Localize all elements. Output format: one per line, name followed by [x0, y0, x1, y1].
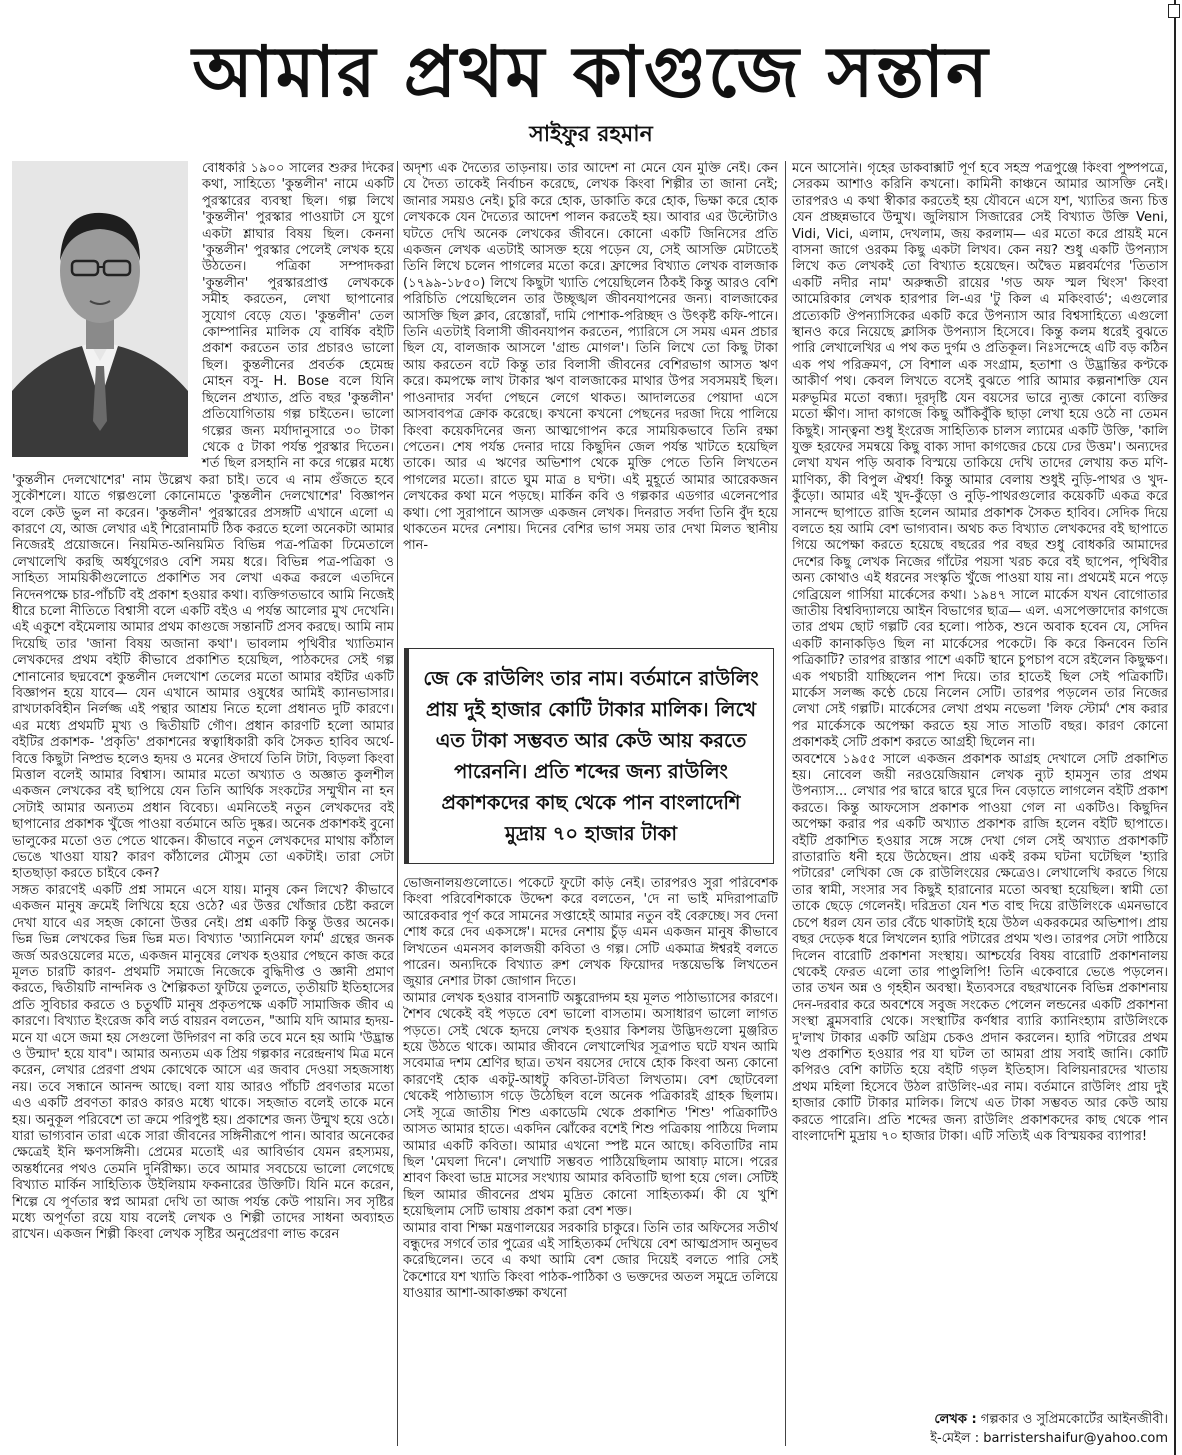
column-3 — [792, 161, 1168, 1411]
paragraph: মনে আসেনি। গৃহের ডাকবাক্সটি পূর্ণ হবে সহস্র পত্রপুঞ্জে কিংবা পুষ্পপত্রে, সেরকম আশাও করিনি কখনো। কামিনী কাঞ্চনে আমার আসক্তি নেই। তারপরও এ কথা স্বীকার করতেই হয় যৌবনে এসে যশ, খ্যাতির জন্য চিত্ত যেন প্রচ্ছন্নভাবে উন্মুখ। জুলিয়াস সিজারের সেই বিখ্যাত উক্তি Veni, Vidi, Vici, এলাম, দেখলাম, জয় করলাম— এর মতো করে প্রায়ই মনে বাসনা জাগে ওরকম কিছু একটা লিখব। কেন নয়? শুধু একটি উপন্যাস লিখে কত লেখকই তো বিখ্যাত হয়েছেন। অদ্বৈত মল্লবর্মণের 'তিতাস একটি নদীর নাম' অরুন্ধতী রায়ের 'গড অফ স্মল থিংস' কিংবা আমেরিকার লেখক হারপার লি-এর 'টু কিল এ মকিংবার্ড'; এগুলোর প্রত্যেকটি ঔপন্যাসিকের একটি করে উপন্যাস আর বিশ্বসাহিত্যে এগুলো স্থানও করে নিয়েছে ক্লাসিক উপন্যাস হিসেবে। কিন্তু কলম ধরেই বুঝতে পারি লেখালেখির এ পথ কত দুর্গম ও প্রতিকূল। নিঃসন্দেহে এটি বড় কঠিন এক পথ পরিক্রমণ, সে বিশাল এক সংগ্রাম, হতাশা ও উদ্ভ্রান্তির কণ্টকে আকীর্ণ পথ। কেবল লিখতে বসেই বুঝতে পারি আমার কল্পনাশক্তি যেন মরুভূমির মতো বন্ধ্যা। দূরদৃষ্টি যেন বয়সের ভারে ন্যুব্জ কোনো ব্যক্তির মতো ক্ষীণ। সাদা কাগজে কিছু আঁকিবুঁকি ছাড়া লেখা হয়ে ওঠে না তেমন কিছুই। সান্ত্বনা শুধু ইংরেজ সাহিত্যিক চালস ল্যামের একটি উক্তি, 'কালি যুক্ত হরফের সমন্বয়ে কিছু বাক্য সাদা কাগজের চেয়ে ঢের উত্তম'। অন্যদের লেখা যখন পড়ি অবাক বিস্ময়ে তাকিয়ে দেখি তাদের লেখায় কত মণি-মাণিক্য, কী বিপুল ঐশ্বর্য! কিন্তু আমার বেলায় শুধুই নুড়ি-পাথর ও খুদ-কুঁড়ো। আমার এই খুদ-কুঁড়ো ও নুড়ি-পাথরগুলোর কয়েকটি একত্র করে সানন্দে ছাপাতে রাজি হলেন আমার প্রকাশক সৈকত হাবিব। সেদিক দিয়ে বলতে হয় আমি বেশ ভাগ্যবান। অথচ কত বিখ্যাত লেখকদের বই ছাপাতে গিয়ে অপেক্ষা করতে হয়েছে বছরের পর বছর শুধু বোধকরি আমাদের দেশের কিছু লেখক নিজের গাঁটের পয়সা খরচ করে বই ছাপেন, পৃথিবীর অন্য কোথাও এই ধরনের সংস্কৃতি খুঁজে পাওয়া যায় না। প্রথমেই মনে পড়ে গেব্রিয়েল গার্সিয়া মার্কেসের কথা। ১৯৪৭ সালে মার্কেস যখন বোগোতার জাতীয় বিশ্ববিদ্যালয়ে আইন বিভাগের ছাত্র— এল. এসপেক্তাদোর কাগজে তার প্রথম ছোট গল্পটি বের হলো। পাঠক, শুনে অবাক হবেন যে, সেদিন একটি কানাকড়িও ছিল না মার্কেসের পকেটে। কি করে কিনবেন তিনি পত্রিকাটি? তারপর রাস্তার পাশে একটি স্থানে চুপচাপ বসে রইলেন কিছুক্ষণ। এক পথচারী যাচ্ছিলেন পাশ দিয়ে। তার হাতেই ছিল সেই পত্রিকাটি। মার্কেস সলজ্জ কণ্ঠে চেয়ে নিলেন সেটি। তারপর পড়লেন তার নিজের লেখা সেই গল্পটি। মার্কেসের লেখা প্রথম নভেলা 'লিফ স্টোর্ম' শেষ করার পর মার্কেসকে অপেক্ষা করতে হয় সাত সাতটি বছর। কারণ কোনো প্রকাশকই সেটি প্রকাশ করতে আগ্রহী ছিলেন না। — [792, 161, 1168, 751]
column-2-top — [403, 161, 778, 641]
pull-quote-text: জে কে রাউলিং তার নাম। বর্তমানে রাউলিং প্রায় দুই হাজার কোটি টাকার মালিক। লিখে এত টাকা সম্ভবত আর কেউ আয় করতে পারেননি। প্রতি শব্দের জন্য রাউলিং প্রকাশকদের কাছ থেকে পান বাংলাদেশি মুদ্রায় ৭০ হাজার টাকা — [423, 667, 759, 845]
paragraph: বোধকরি ১৯০০ সালের শুরুর দিকের কথা, সাহিত্যে 'কুন্তলীন' নামে একটি পুরস্কারের ব্যবস্থা ছিল। গল্প লিখে 'কুন্তলীন' পুরস্কার পাওয়াটা সে যুগে একটা শ্লাঘার বিষয় ছিল। কেননা 'কুন্তলীন' পুরস্কার পেলেই লেখক হয়ে উঠতেন। পত্রিকা সম্পাদকরা 'কুন্তলীন' পুরস্কারপ্রাপ্ত লেখককে সমীহ করতেন, লেখা ছাপানোর সুযোগ বেড়ে যেত। 'কুন্তলীন' তেল কোম্পানির মালিক যে বার্ষিক বইটি প্রকাশ করতেন তার প্রচারও ভালো ছিল। কুন্তলীনের প্রবর্তক হেমেন্দ্র মোহন বসু- H. Bose বলে যিনি ছিলেন প্রখ্যাত, প্রতি বছর 'কুন্তলীন' প্রতিযোগিতায় গল্প চাইতেন। ভালো গল্পের জন্য মর্যাদানুসারে ৩০ টাকা থেকে ৫ টাকা পর্যন্ত পুরস্কার দিতেন। শর্ত ছিল রসহানি না করে গল্পের মধ্যে 'কুন্তলীন দেলখোশের' নাম উল্লেখ করা চাই। তবে এ নাম গুঁজতে হবে সুকৌশলে। যাতে গল্পগুলো কোনোমতে 'কুন্তলীন দেলখোশের' বিজ্ঞাপন বলে কেউ ভুল না করেন। 'কুন্তলীন' পুরস্কারের প্রসঙ্গটি এখানে এলো এ কারণে যে, আজ লেখার এই শিরোনামটি ঠিক করতে হলো অনেকটা আমার নিজেরই প্রয়োজনে। নিয়মিত-অনিয়মিত বিভিন্ন পত্র-পত্রিকা ঢিমেতালে লেখালেখি করছি অর্ধযুগেরও বেশি সময় ধরে। বিভিন্ন পত্র-পত্রিকা ও সাহিত্য সাময়িকীগুলোতে প্রকাশিত সব লেখা একত্র করলে এতদিনে নিদেনপক্ষে চার-পাঁচটি বই প্রকাশ হওয়ার কথা। ব্যক্তিগতভাবে আমি নিজেই ধীরে চলো নীতিতে বিশ্বাসী বলে একটি বইও এ পর্যন্ত আলোর মুখ দেখেনি। এই একুশে বইমেলায় আমার প্রথম কাগুজে সন্তানটি প্রসব করছে। আমি নাম দিয়েছি তার 'জানা বিষয় অজানা কথা'। ভাবলাম পৃথিবীর খ্যাতিমান লেখকদের প্রথম বইটি কীভাবে প্রকাশিত হয়েছিল, পাঠকদের সেই গল্প শোনানোর ছদ্মবেশে কুন্তলীন দেলখোশ তেলের মতো আমার বইটির একটি বিজ্ঞাপন হয়ে যাবে— যেন এখানে আমার ওষুধের আমিই ক্যানভাসার। রাখঢাকবিহীন নির্লজ্জ এই পন্থার আশ্রয় নিতে হলো প্রধানত দুটি কারণে। এর মধ্যে প্রথমটি মুখ্য ও দ্বিতীয়টি গৌণ। প্রধান কারণটি হলো আমার বইটির প্রকাশক- 'প্রকৃতি' প্রকাশনের স্বত্বাধিকারী কবি সৈকত হাবিব অর্থে-বিত্তে কিছুটা নিষ্প্রভ হলেও হৃদয় ও মনের ঔদার্যে তিনি টাটা, বিড়লা কিংবা মিত্তাল বলেই আমার বিশ্বাস। আমার মতো অখ্যাত ও অজ্ঞাত কুলশীল একজন লেখকের বই ছাপিয়ে যেন তিনি আর্থিক সংকটের সম্মুখীন না হন সেটাই আমার অন্যতম প্রধান বিবেচ্য। এমনিতেই নতুন লেখকদের বই ছাপানোর প্রকাশক খুঁজে পাওয়া বর্তমানে অতি দুষ্কর। অনেক প্রকাশকই বুনো ভালুকের মতো ওত পেতে থাকেন। কীভাবে নতুন লেখকদের মাথায় কাঁঠাল ভেঙে খাওয়া যায়? কারণ কাঁঠালের মৌসুম তো একটাই। তারা সেটা হাতছাড়া করতে চাইবে কেন? — [12, 161, 394, 882]
article-headline: আমার প্রথম কাগুজে সন্তান — [192, 30, 990, 113]
paragraph: অবশেষে ১৯৫৫ সালে একজন প্রকাশক আগ্রহ দেখালে সেটি প্রকাশিত হয়। নোবেল জয়ী নরওয়েজিয়ান লেখক ন্যুট হামসুন তার প্রথম উপন্যাস... লেখার পর দ্বারে দ্বারে ঘুরে দিন বেড়াতে লাগলেন বইটি প্রকাশ করতে। কিন্তু আফসোস প্রকাশক পাওয়া গেল না একটিও। কিছুদিন অপেক্ষা করার পর একটি অখ্যাত প্রকাশক রাজি হলেন বইটি ছাপাতে। বইটি প্রকাশিত হওয়ার সঙ্গে সঙ্গে দেখা গেল সেই অখ্যাত প্রকাশকটি রাতারাতি ধনী হয়ে উঠেছেন। প্রায় একই রকম ঘটনা ঘটেছিল 'হ্যারি পটারের' লেখিকা জে কে রাউলিংয়ের ক্ষেত্রেও। লেখালেখি করতে গিয়ে তার স্বামী, সংসার সব কিছুই হারানোর মতো অবস্থা হয়েছিল। স্বামী তো তাকে ছেড়ে গেলেনই। দরিদ্রতা যেন শত বাহু দিয়ে রাউলিংকে এমনভাবে চেপে ধরল যেন তার বেঁচে থাকাটাই হয়ে উঠল একরকমের অভিশাপ। প্রায় বছর দেড়েক ধরে লিখলেন হ্যারি পটারের প্রথম খণ্ড। তারপর সেটা পাঠিয়ে দিলেন বারোটি প্রকাশনা সংস্থায়। আশ্চর্যের বিষয় বারোটি প্রকাশনালয় থেকেই ফেরত এলো তার পাণ্ডুলিপি! তিনি একেবারে ভেঙে পড়লেন। তার তখন অন্ন ও গৃহহীন অবস্থা। ইত্যবসরে বছরখানেক বিভিন্ন প্রকাশনায় দেন-দরবার করে অবশেষে সবুজ সংকেত পেলেন লন্ডনের একটি প্রকাশনা সংস্থা ব্লুমসবারি থেকে। সংস্থাটির কর্ণধার ব্যারি ক্যানিংহ্যাম রাউলিংকে দু'লাখ টাকার একটি অগ্রিম চেকও প্রদান করলেন। হ্যারি পটারের প্রথম খণ্ড প্রকাশিত হওয়ার পর যা ঘটল তা আমরা প্রায় সবাই জানি। কোটি কপিরও বেশি কাটতি হয়ে বইটি গড়ল ইতিহাস। বিলিয়নারদের খাতায় প্রথম মহিলা হিসেবে উঠল রাউলিং-এর নাম। বর্তমানে রাউলিং প্রায় দুই হাজার কোটি টাকার মালিক। লিখে এত টাকা সম্ভবত আর কেউ আয় করতে পারেনি। প্রতি শব্দের জন্য রাউলিং প্রকাশকদের কাছ থেকে পান বাংলাদেশি মুদ্রায় ৭০ হাজার টাকা। এটি সত্যিই এক বিস্ময়কর ব্যাপার! — [792, 751, 1168, 1144]
corner-checkbox — [1168, 4, 1180, 18]
column-2-bottom — [403, 876, 778, 1450]
paragraph: আমার লেখক হওয়ার বাসনাটি অঙ্কুরোদ্গম হয় মূলত পাঠাভ্যাসের কারণে। শৈশব থেকেই বই পড়তে বেশ ভালো বাসতাম। অসাধারণ ভালো লাগত পড়তে। সেই থেকে হৃদয়ে লেখক হওয়ার কিশলয় উদ্ভিদগুলো মুঞ্জরিত হয়ে উঠতে থাকে। আমার জীবনে লেখালেখির সূত্রপাত ঘটে যখন আমি সবেমাত্র দশম শ্রেণির ছাত্র। তখন বয়সের দোষে হোক কিংবা অন্য কোনো কারণেই হোক একটু-আধটু কবিতা-টবিতা লিখতাম। বেশ ছোটবেলা থেকেই পাঠাভ্যাস গড়ে উঠেছিল বলে অনেক পত্রিকারই গ্রাহক ছিলাম। সেই সূত্রে জাতীয় শিশু একাডেমি থেকে প্রকাশিত 'শিশু' পত্রিকাটিও আসত আমার হাতে। একদিন ঝোঁকের বশেই শিশু পত্রিকায় পাঠিয়ে দিলাম আমার একটি কবিতা। আমার এখনো স্পষ্ট মনে আছে। কবিতাটির নাম ছিল 'মেঘলা দিনে'। লেখাটি সম্ভবত পাঠিয়েছিলাম আষাঢ় মাসে। পরের শ্রাবণ কিংবা ভাদ্র মাসের সংখ্যায় আমার কবিতাটি ছাপা হয়ে গেল। সেটিই ছিল আমার জীবনের প্রথম মুদ্রিত কোনো সাহিত্যকর্ম। কী যে খুশি হয়েছিলাম সেটি ভাষায় প্রকাশ করা বেশ শক্ত। — [403, 990, 778, 1220]
page-edge-rule — [1174, 0, 1176, 1455]
author-note-label: লেখক : — [934, 1412, 977, 1427]
pull-quote-box — [404, 648, 774, 864]
paragraph: সঙ্গত কারণেই একটি প্রশ্ন সামনে এসে যায়। মানুষ কেন লিখে? কীভাবে একজন মানুষ ক্রমেই লিখিয়ে হয়ে ওঠে? এর উত্তর খোঁজার চেষ্টা করলে দেখা যাবে এর সহজ কোনো উত্তর নেই। প্রশ্ন একটি কিন্তু উত্তর অনেক। ভিন্ন ভিন্ন লেখকের ভিন্ন ভিন্ন মত। বিখ্যাত 'অ্যানিমেল ফার্ম' গ্রন্থের জনক জর্জ অরওয়েলের মতে, একজন মানুষের লেখক হওয়ার পেছনে কাজ করে মূলত চারটি কারণ- প্রথমটি সমাজে নিজেকে বুদ্ধিদীপ্ত ও জ্ঞানী প্রমাণ করতে, দ্বিতীয়টি নান্দনিক ও শৈল্পিকতা ফুটিয়ে তুলতে, তৃতীয়টি ইতিহাসের প্রতি সুবিচার করতে ও চতুর্থটি মানুষ প্রকৃতপক্ষে একটি সামাজিক জীব এ কারণে। বিখ্যাত ইংরেজ কবি লর্ড বায়রন বলতেন, "আমি যদি আমার হৃদয়-মনে যা এসে জমা হয় সেগুলো উদ্গিরণ না করি তবে মনে হয় আমি 'উদ্ভ্রান্ত ও উন্মাদ' হয়ে যাব"। আমার অন্যতম এক প্রিয় গল্পকার নরেন্দ্রনাথ মিত্র মনে করেন, লেখার প্রেরণা প্রথম কোথেকে আসে এর জবাব দেওয়া সহজসাধ্য নয়। তবে সন্ধানে আনন্দ আছে। বলা যায় আরও পাঁচটি প্রবণতার মতো এও একটি প্রবণতা কারও কারও মধ্যে থাকে। সহজাত বলেই তাকে মনে হয়। অনুকূল পরিবেশে তা ক্রমে পরিপুষ্ট হয়। প্রকাশের জন্য উন্মুখ হয়ে ওঠে। যারা ভাগ্যবান তারা একে সারা জীবনের সঙ্গিনীরূপে পান। আবার অনেকের ক্ষেত্রেই ইনি ক্ষণসঙ্গিনী। প্রেমের মতোই এর আবির্ভাব যেমন রহস্যময়, অন্তর্ধানের পথও তেমনি দুর্নিরীক্ষ্য। তবে আমার সবচেয়ে ভালো লেগেছে বিখ্যাত মার্কিন সাহিত্যিক উইলিয়াম ফকনারের উক্তিটি। যিনি মনে করেন, শিল্পে যে পূর্ণতার স্বপ্ন আমরা দেখি তা আজ পর্যন্ত কেউ পায়নি। সব সৃষ্টির মধ্যে অপূর্ণতা রয়ে যায় বলেই লেখক ও শিল্পী তাদের সাধনা অব্যাহত রাখেন। একজন শিল্পী কিংবা লেখক সৃষ্টির অনুপ্রেরণা লাভ করেন — [12, 882, 394, 1243]
article-byline: সাইফুর রহমান — [529, 121, 653, 147]
author-note — [792, 1410, 1168, 1448]
author-photo — [12, 161, 188, 457]
paragraph: আমার বাবা শিক্ষা মন্ত্রণালয়ের সরকারি চাকুরে। তিনি তার অফিসের সতীর্থ বন্ধুদের সগর্বে তার পুত্রের এই সাহিত্যকর্ম দেখিয়ে বেশ আত্মপ্রসাদ অনুভব করেছিলেন। তবে এ কথা আমি বেশ জোর দিয়েই বলতে পারি সেই কৈশোরে যশ খ্যাতি কিংবা পাঠক-পাঠিকা ও ভক্তদের অতল সমুদ্রে তলিয়ে যাওয়ার আশা-আকাঙ্ক্ষা কখনো — [403, 1220, 778, 1302]
email-label: ই-মেইল : — [930, 1431, 980, 1446]
author-email: barristershaifur@yahoo.com — [983, 1431, 1168, 1446]
column-divider — [785, 161, 786, 1446]
paragraph: অদৃশ্য এক দৈত্যের তাড়নায়। তার আদেশ না মেনে যেন মুক্তি নেই। কেন যে দৈত্য তাকেই নির্বাচন করেছে, লেখক কিংবা শিল্পীর তা জানা নেই; জানার সময়ও নেই। চুরি করে হোক, ডাকাতি করে হোক, ভিক্ষা করে হোক লেখককে যেন দৈত্যের আদেশ পালন করতেই হয়। আবার এর উল্টোটাও ঘটতে দেখি অনেক লেখকের জীবনে। কোনো একটি জিনিসের প্রতি একজন লেখক এতটাই আসক্ত হয়ে পড়েন যে, সেই আসক্তি মেটাতেই তিনি লিখে চলেন পাগলের মতো করে। ফ্রান্সের বিখ্যাত লেখক বালজাক (১৭৯৯-১৮৫০) লিখে কিছুটা খ্যাতি পেয়েছিলেন ঠিকই কিন্তু আরও বেশি পরিচিতি পেয়েছিলেন তার উচ্ছৃঙ্খল জীবনযাপনের জন্য। বালজাকের আসক্তি ছিল ক্লাব, রেস্তোরাঁ, দামি পোশাক-পরিচ্ছদ ও উৎকৃষ্ট কফি-পানে। তিনি এতটাই বিলাসী জীবনযাপন করতেন, প্যারিসে সে সময় এমন প্রচার ছিল যে, বালজাক আসলে 'গ্রান্ড মোগল'। তিনি লিখে তো কিছু টাকা আয় করতেন বটে কিন্তু তার বিলাসী জীবনের বেশিরভাগ আসত ঋণ করে। কমপক্ষে লাখ টাকার ঋণ বালজাকের মাথার উপর সবসময়ই ছিল। পাওনাদার সর্বদা পেছনে লেগে থাকত। আদালতের পেয়াদা এসে আসবাবপত্র ক্রোক করেছে। কখনো কখনো পেছনের দরজা দিয়ে পালিয়ে কিংবা কয়েকদিনের জন্য আত্মগোপন করে সাময়িকভাবে তিনি রক্ষা পেতেন। শেষ পর্যন্ত দেনার দায়ে কিছুদিন জেল পর্যন্ত খাটতে হয়েছিল তাকে। আর এ ঋণের অভিশাপ থেকে মুক্তি পেতে তিনি লিখতেন পাগলের মতো। রাতে ঘুম মাত্র ৪ ঘণ্টা। এই মুহূর্তে আমার আরেকজন লেখকের কথা মনে পড়ছে। মার্কিন কবি ও গল্পকার এডগার এলেনপোর কথা। পো সুরাপানে আসক্ত একজন লেখক। দিনরাত সর্বদা তিনি বুঁদ হয়ে থাকতেন মদের নেশায়। দিনের বেশির ভাগ সময় তার দেখা মিলত স্থানীয় পান- — [403, 161, 778, 554]
column-divider — [397, 161, 398, 1446]
paragraph: ভোজনালয়গুলোতে। পকেটে ফুটো কড়ি নেই। তারপরও সুরা পরিবেশক কিংবা পরিবেশিকাকে উদ্দেশ করে বলতেন, 'দে না ভাই মদিরাপাত্রটি আরেকবার পূর্ণ করে সামনের সপ্তাহেই আমার নতুন বই বেরুচ্ছে। সব দেনা শোধ করে দেব একসঙ্গে'। মদের নেশায় চুঁড় এমন একজন মানুষ কীভাবে লিখতেন এমনসব কালজয়ী কবিতা ও গল্প। সেটি একমাত্র ঈশ্বরই বলতে পারেন। অন্যদিকে বিখ্যাত রুশ লেখক ফিয়োদর দস্তয়েভস্কি লিখতেন জুয়ার নেশার টাকা জোগান দিতে। — [403, 876, 778, 990]
author-note-text: গল্পকার ও সুপ্রিমকোর্টের আইনজীবী। — [980, 1412, 1168, 1427]
